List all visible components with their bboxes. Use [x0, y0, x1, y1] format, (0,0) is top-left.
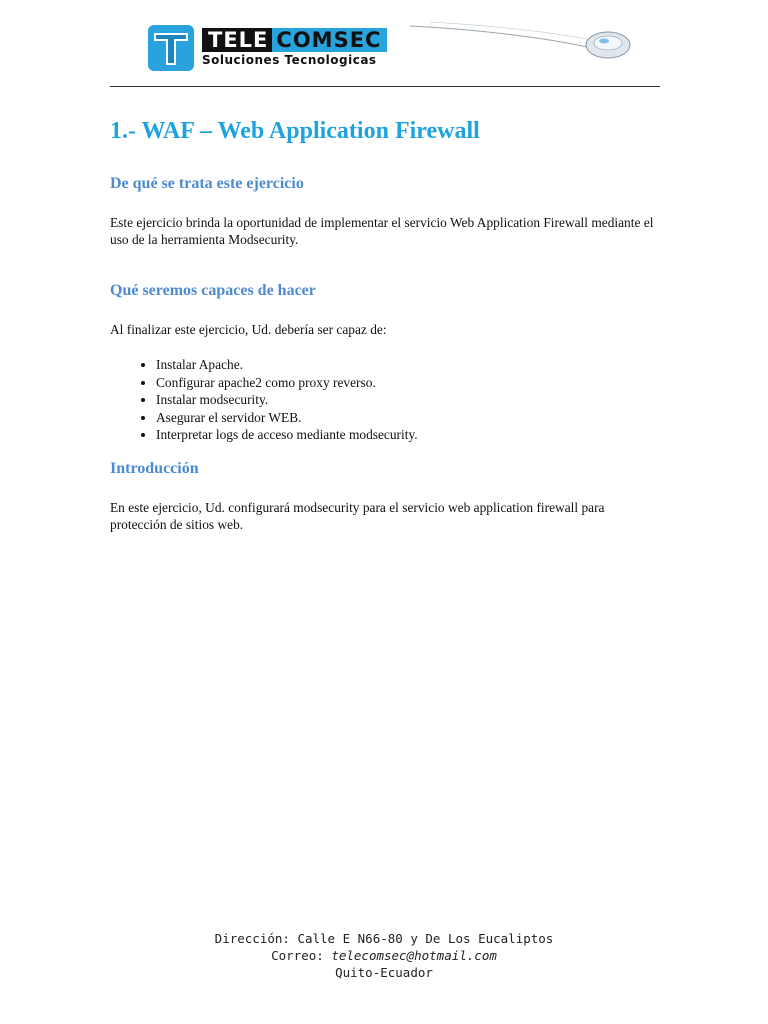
footer-contact [0, 947, 768, 964]
list-item: • Asegurar el servidor WEB. [156, 409, 660, 427]
section-heading-introduction: Introducción [110, 459, 199, 477]
brand-tagline: Soluciones Tecnologicas [202, 53, 377, 67]
page-header [110, 20, 660, 88]
section-paragraph-objectives: Al finalizar este ejercicio, Ud. debería ser capaz de: [110, 322, 387, 337]
section-paragraph-overview: Este ejercicio brinda la oportunidad de implementar el servicio Web Application Firewall mediante el uso de la herramienta Modsecurity. [110, 215, 654, 247]
header-divider [110, 86, 660, 87]
page-footer [0, 930, 768, 981]
brand-name-part2: COMSEC [272, 28, 387, 52]
footer-city: Quito-Ecuador [335, 965, 433, 980]
section-heading-objectives: Qué seremos capaces de hacer [110, 282, 316, 299]
telecomsec-t-logo-icon [148, 25, 194, 71]
footer-email-label: Correo: [271, 948, 332, 963]
list-item: • Interpretar logs de acceso mediante modsecurity. [156, 426, 660, 444]
brand-name [202, 28, 387, 52]
list-item: • Configurar apache2 como proxy reverso. [156, 374, 660, 392]
footer-address: Dirección: Calle E N66-80 y De Los Eucaliptos [214, 931, 554, 946]
brand-name-part1: TELE [202, 28, 272, 52]
section-paragraph-introduction: En este ejercicio, Ud. configurará modsecurity para el servicio web application firewall para protección de sitios web. [110, 499, 605, 532]
network-hub-icon [400, 20, 640, 70]
page-title: 1.- WAF – Web Application Firewall [110, 118, 480, 144]
list-item: • Instalar Apache. [156, 356, 660, 374]
list-item: • Instalar modsecurity. [156, 391, 660, 409]
footer-email: telecomsec@hotmail.com [331, 948, 497, 963]
objectives-list [110, 356, 660, 444]
document-body [110, 114, 660, 533]
section-heading-overview: De qué se trata este ejercicio [110, 175, 304, 192]
